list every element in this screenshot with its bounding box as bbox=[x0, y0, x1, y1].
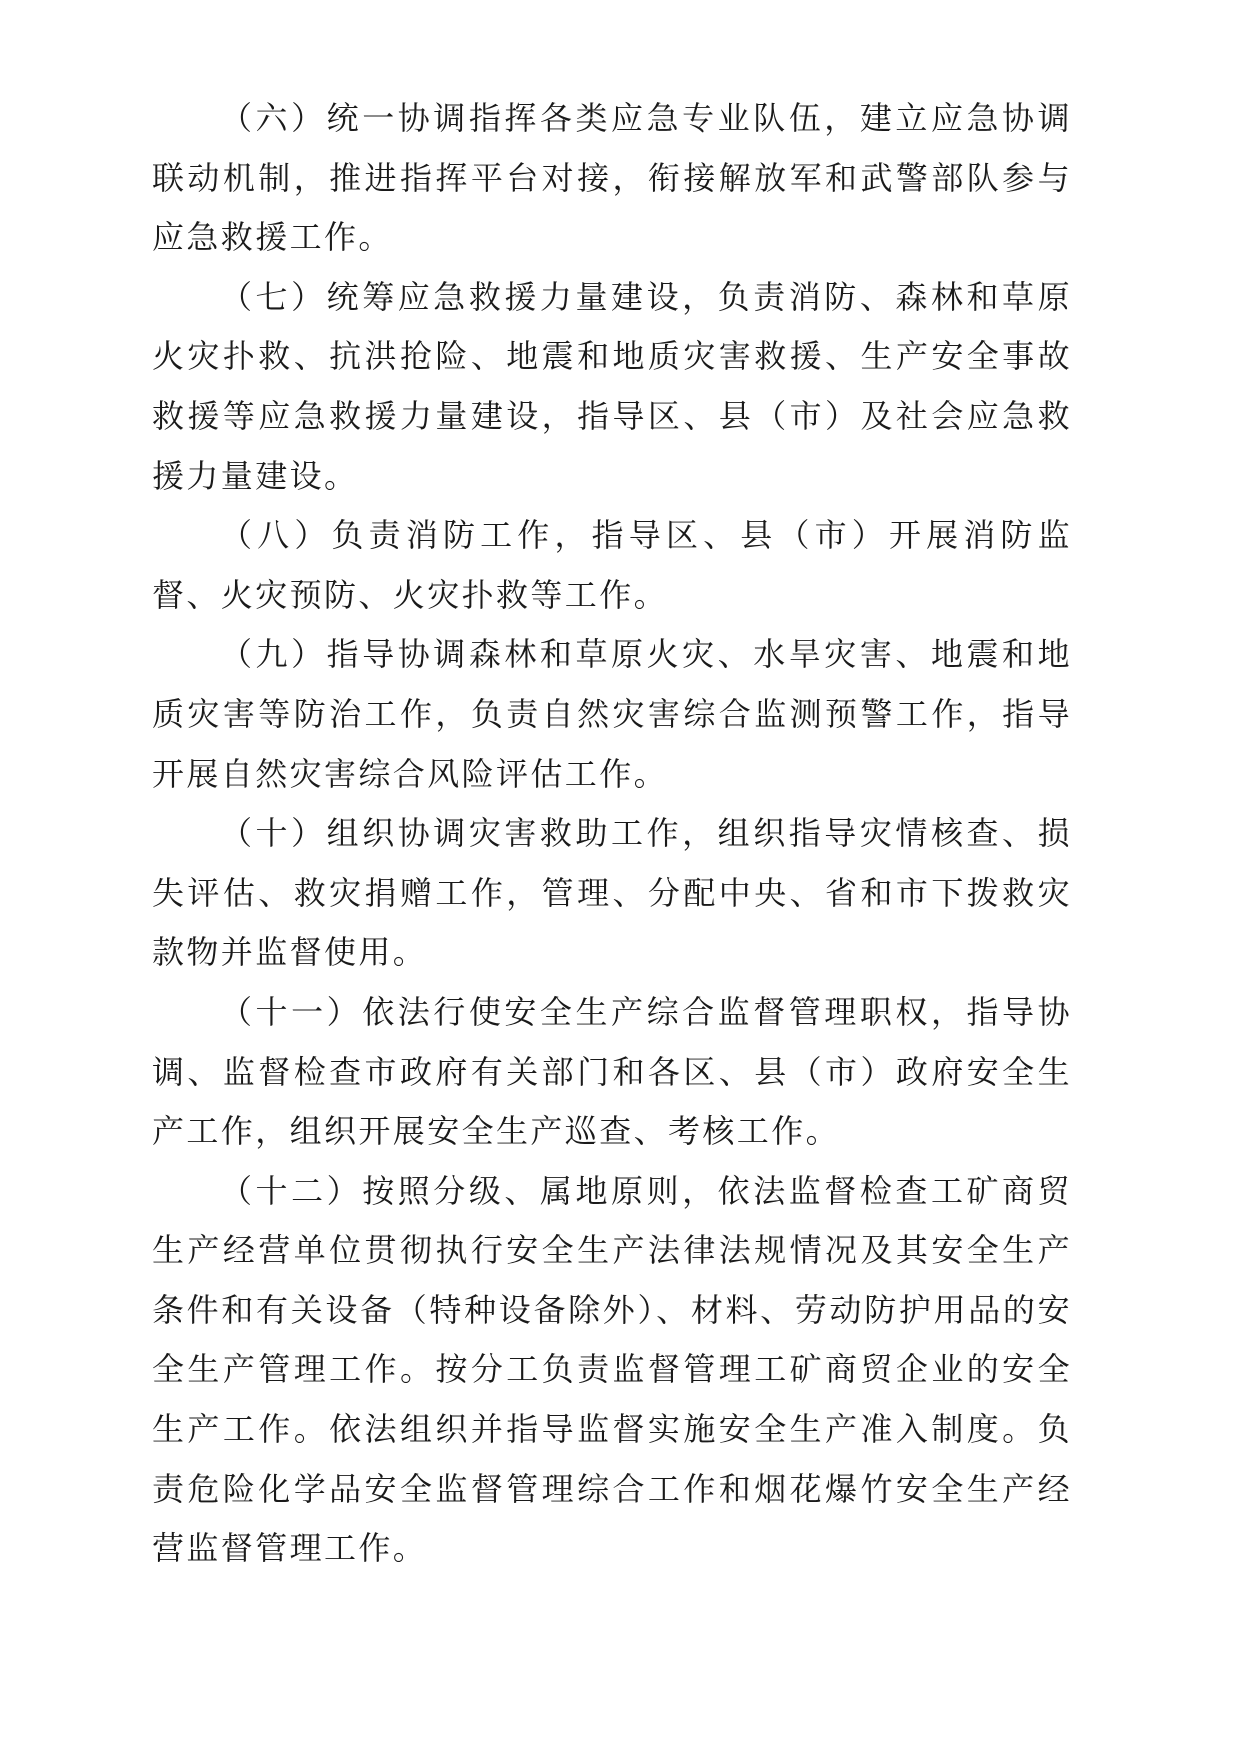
paragraph-item-12: （十二）按照分级、属地原则，依法监督检查工矿商贸生产经营单位贯彻执行安全生产法律法规情况及其安全生产条件和有关设备（特种设备除外）、材料、劳动防护用品的安全生产管理工作。按分工负责监督管理工矿商贸企业的安全生产工作。依法组织并指导监督实施安全生产准入制度。负责危险化学品安全监督管理综合工作和烟花爆竹安全生产经营监督管理工作。 bbox=[152, 1171, 1072, 1568]
document-body bbox=[152, 89, 1072, 1579]
paragraph-item-8: （八）负责消防工作，指导区、县（市）开展消防监督、火灾预防、火灾扑救等工作。 bbox=[152, 516, 1072, 614]
paragraph-item-7: （七）统筹应急救援力量建设，负责消防、森林和草原火灾扑救、抗洪抢险、地震和地质灾害救援、生产安全事故救援等应急救援力量建设，指导区、县（市）及社会应急救援力量建设。 bbox=[152, 277, 1072, 495]
paragraph-item-10: （十）组织协调灾害救助工作，组织指导灾情核查、损失评估、救灾捐赠工作，管理、分配中央、省和市下拨救灾款物并监督使用。 bbox=[152, 814, 1072, 972]
paragraph-item-9: （九）指导协调森林和草原火灾、水旱灾害、地震和地质灾害等防治工作，负责自然灾害综合监测预警工作，指导开展自然灾害综合风险评估工作。 bbox=[152, 635, 1072, 793]
paragraph-item-11: （十一）依法行使安全生产综合监督管理职权，指导协调、监督检查市政府有关部门和各区、县（市）政府安全生产工作，组织开展安全生产巡查、考核工作。 bbox=[152, 992, 1072, 1151]
paragraph-item-6: （六）统一协调指挥各类应急专业队伍，建立应急协调联动机制，推进指挥平台对接，衔接解放军和武警部队参与应急救援工作。 bbox=[152, 99, 1072, 257]
